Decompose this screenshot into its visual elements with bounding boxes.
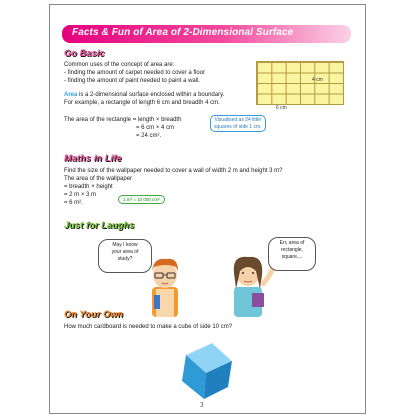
intro-text: Common uses of the concept of area are: <box>64 62 175 68</box>
boy-figure <box>152 259 178 317</box>
cube-figure <box>170 335 240 405</box>
solution-line: The area of the wallpaper <box>64 176 133 182</box>
question-text: Find the size of the wallpaper needed to cover a wall of width 2 m and height 3 m? <box>64 168 283 174</box>
conversion-note: 1 m² = 10 000 cm² <box>118 195 165 204</box>
cube-question: How much cardboard is needed to make a cube of side 10 cm? <box>64 324 233 330</box>
cartoon-illustration <box>92 237 314 317</box>
area-term: Area <box>64 92 78 98</box>
page-number: 3 <box>200 401 204 409</box>
girl-speech-bubble: Err, area of rectangle, square,... <box>268 237 316 271</box>
rectangle-grid-figure <box>256 61 344 105</box>
height-dimension: 4 cm <box>312 77 323 83</box>
page-title: Facts & Fun of Area of 2-Dimensional Surface <box>72 27 294 38</box>
bullet-item: - finding the amount of paint needed to paint a wall. <box>64 78 201 84</box>
solution-line: = 2 m × 3 m <box>64 192 97 198</box>
textbook-page <box>49 4 366 414</box>
calc-line: = 24 cm². <box>136 133 162 139</box>
boy-speech-bubble: May I know your area of study? <box>98 239 152 273</box>
example-text: For example, a rectangle of length 6 cm and breadth 4 cm. <box>64 100 220 106</box>
area-definition: Area is a 2-dimensional surface enclosed within a boundary. <box>64 92 225 98</box>
solution-line: = breadth × height <box>64 184 113 190</box>
section-heading-maths-in-life: Maths in Life <box>64 153 122 163</box>
width-dimension: 6 cm <box>276 105 287 111</box>
solution-line: = 6 m². <box>64 200 83 206</box>
bullet-item: - finding the amount of carpet needed to cover a floor <box>64 70 206 76</box>
cube-icon <box>170 335 240 405</box>
visualised-callout: Visualised as 24 little squares of side 1 cm. <box>210 115 266 132</box>
section-heading-go-basic: Go Basic <box>64 48 105 58</box>
calc-line: The area of the rectangle = length × breadth <box>64 117 182 123</box>
section-heading-just-for-laughs: Just for Laughs <box>64 220 135 230</box>
section-heading-on-your-own: On Your Own <box>64 309 124 319</box>
girl-figure <box>234 257 273 317</box>
calc-line: = 6 cm × 4 cm <box>136 125 175 131</box>
